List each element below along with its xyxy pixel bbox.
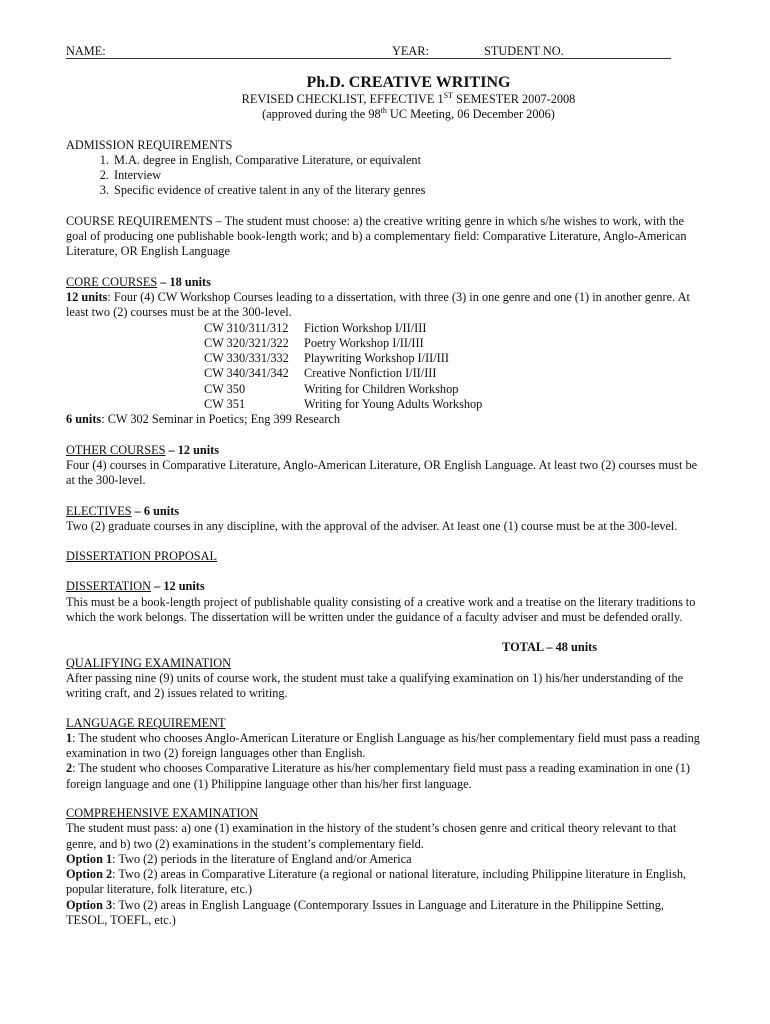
list-item: 3. Specific evidence of creative talent in any of the literary genres (112, 183, 706, 198)
option-3: Option 3: Two (2) areas in English Language (Contemporary Issues in Language and Literature in the Philippine Setting, TESOL, TOEFL, etc.) (66, 897, 664, 928)
core-six-units: 6 units: CW 302 Seminar in Poetics; Eng 399 Research (66, 412, 341, 427)
electives-heading: ELECTIVES – 6 units (66, 503, 180, 518)
option-1: Option 1: Two (2) periods in the literature of England and/or America (66, 851, 412, 866)
electives-text: Two (2) graduate courses in any discipline, with the approval of the adviser. At least one (1) course must be at the 300-level. (66, 518, 678, 533)
option-2: Option 2: Two (2) areas in Comparative Literature (a regional or national literature, including Philippine literature in English, popular literature, folk literature, etc.) (66, 867, 687, 897)
core-courses-section (66, 275, 706, 428)
course-requirements-paragraph: COURSE REQUIREMENTS – The student must choose: a) the creative writing genre in which s/he wishes to work, with the goal of producing one publishable book-length work; and b) a complementary field: Comparative Literature, Anglo-American Literature, OR English Language (66, 213, 687, 259)
list-item: 1. M.A. degree in English, Comparative Literature, or equivalent (112, 153, 706, 168)
language-item-2: 2: The student who chooses Comparative Literature as his/her complementary field must pass a reading examination in one (1) foreign language and one (1) Philippine language other than his/her first language. (66, 761, 691, 791)
checklist-page (66, 44, 706, 928)
qualifying-section (66, 656, 706, 702)
admission-list (66, 153, 706, 199)
dissertation-section (66, 579, 706, 625)
dissertation-text: This must be a book-length project of publishable quality consisting of a creative work and a treatise on the literary traditions to which the work belongs. The dissertation will be written under the guidance of a faculty adviser and must be defended orally. (66, 594, 696, 625)
workshop-course-list (204, 321, 706, 413)
list-item: 2. Interview (112, 168, 706, 183)
qualifying-text: After passing nine (9) units of course work, the student must take a qualifying examination on 1) his/her understanding of the writing craft, and 2) issues related to writing. (66, 670, 684, 701)
course-row: CW 330/331/332 Playwriting Workshop I/II/III (204, 351, 449, 366)
language-section (66, 716, 706, 792)
name-label: NAME: (66, 44, 106, 58)
subtitle-checklist: REVISED CHECKLIST, EFFECTIVE 1ST SEMESTER 2007-2008 (241, 91, 576, 106)
core-courses-heading: CORE COURSES – 18 units (66, 274, 211, 289)
core-twelve-units: 12 units: Four (4) CW Workshop Courses leading to a dissertation, with three (3) in one genre and one (1) in another genre. At least two (2) courses must be at the 300-level. (66, 289, 690, 320)
year-label: YEAR: (392, 44, 429, 58)
student-no-label: STUDENT NO. (484, 44, 564, 58)
admission-heading: ADMISSION REQUIREMENTS (66, 137, 233, 152)
dissertation-heading: DISSERTATION – 12 units (66, 579, 205, 594)
language-heading: LANGUAGE REQUIREMENT (66, 715, 226, 730)
comprehensive-heading: COMPREHENSIVE EXAMINATION (66, 805, 259, 820)
subtitle-approval: (approved during the 98th UC Meeting, 06 December 2006) (262, 106, 555, 122)
course-row: CW 320/321/322 Poetry Workshop I/II/III (204, 335, 424, 350)
course-row: CW 351 Writing for Young Adults Workshop (204, 397, 483, 412)
dissertation-proposal-heading: DISSERTATION PROPOSAL (66, 549, 217, 564)
page-title: Ph.D. CREATIVE WRITING (306, 74, 511, 91)
language-item-1: 1: The student who chooses Anglo-American Literature or English Language as his/her complementary field must pass a reading examination in two (2) foreign languages other than English. (66, 730, 700, 761)
student-info-header (66, 44, 706, 60)
comprehensive-text: The student must pass: a) one (1) examination in the history of the student’s chosen genre and critical theory relevant to that genre, and b) two (2) examinations in the student’s complementary field. (66, 821, 677, 851)
other-courses-heading: OTHER COURSES – 12 units (66, 442, 220, 457)
comprehensive-section (66, 806, 706, 928)
total-units: TOTAL – 48 units (502, 640, 597, 655)
electives-section (66, 504, 706, 535)
course-row: CW 350 Writing for Children Workshop (204, 381, 459, 396)
other-courses-text: Four (4) courses in Comparative Literature, Anglo-American Literature, OR English Language. At least two (2) courses must be at the 300-level. (66, 457, 698, 488)
course-row: CW 310/311/312 Fiction Workshop I/II/III (204, 320, 427, 335)
course-row: CW 340/341/342 Creative Nonfiction I/II/III (204, 366, 437, 381)
admission-section (66, 138, 706, 199)
other-courses-section (66, 443, 706, 489)
header-underline (66, 58, 671, 59)
qualifying-heading: QUALIFYING EXAMINATION (66, 655, 231, 670)
